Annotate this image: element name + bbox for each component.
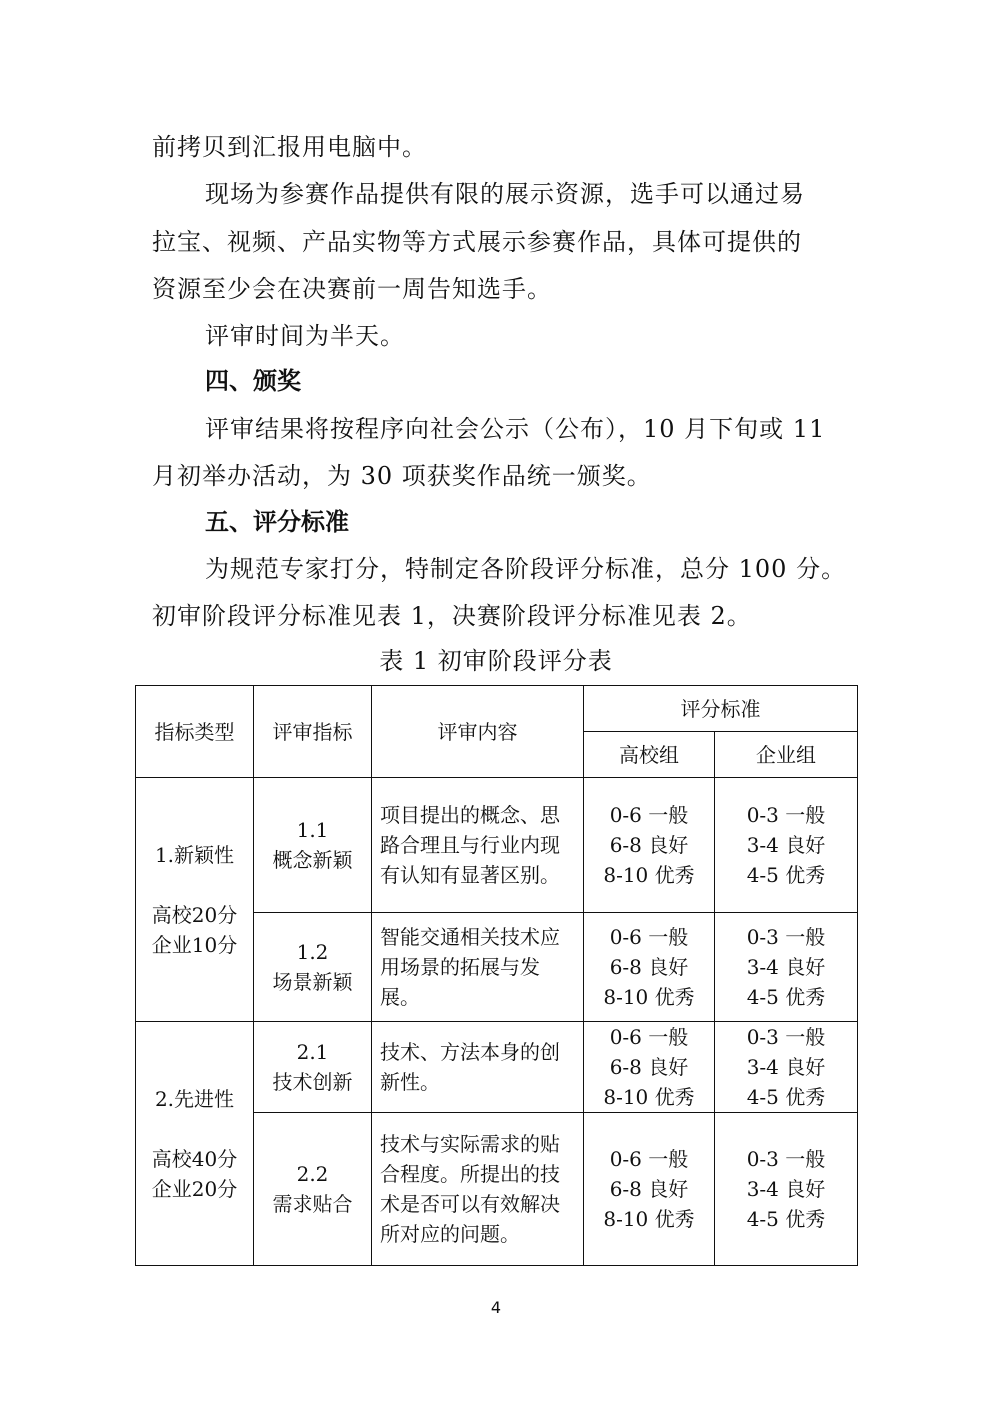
score-level: 0-6 一般	[609, 1025, 689, 1049]
type-name: 2.先进性	[154, 1086, 235, 1111]
score-level: 8-10 优秀	[603, 1085, 695, 1109]
content-cell: 项目提出的概念、思路合理且与行业内现有认知有显著区别。	[372, 778, 584, 913]
indicator-number: 1.1	[296, 818, 329, 842]
ent-score-cell	[715, 778, 858, 913]
paragraph-line: 评审结果将按程序向社会公示（公布），10 月下旬或 11	[205, 415, 826, 443]
paragraph-line: 现场为参赛作品提供有限的展示资源，选手可以通过易	[205, 180, 805, 208]
score-level: 4-5 优秀	[746, 1207, 826, 1231]
paragraph-line: 拉宝、视频、产品实物等方式展示参赛作品，具体可提供的	[152, 228, 802, 256]
score-level: 4-5 优秀	[746, 1085, 826, 1109]
type-univ-score: 高校20分	[151, 902, 238, 927]
paragraph-line: 资源至少会在决赛前一周告知选手。	[152, 275, 552, 303]
univ-score-cell	[584, 913, 715, 1022]
header-ent: 企业组	[715, 732, 858, 778]
type-cell-novelty	[136, 778, 254, 1022]
content-cell: 智能交通相关技术应用场景的拓展与发展。	[372, 913, 584, 1022]
indicator-number: 1.2	[296, 940, 329, 964]
score-level: 8-10 优秀	[603, 1207, 695, 1231]
indicator-name: 技术创新	[272, 1070, 353, 1094]
ent-score-cell	[715, 1022, 858, 1113]
ent-score-cell	[715, 913, 858, 1022]
type-univ-score: 高校40分	[151, 1146, 238, 1171]
score-level: 3-4 良好	[746, 1055, 826, 1079]
score-level: 4-5 优秀	[746, 985, 826, 1009]
score-level: 8-10 优秀	[603, 985, 695, 1009]
indicator-name: 概念新颖	[272, 848, 353, 872]
table-caption: 表 1 初审阶段评分表	[379, 647, 613, 675]
score-level: 3-4 良好	[746, 1177, 826, 1201]
paragraph-line: 初审阶段评分标准见表 1，决赛阶段评分标准见表 2。	[152, 602, 752, 630]
score-level: 0-6 一般	[609, 925, 689, 949]
score-level: 6-8 良好	[609, 955, 689, 979]
header-univ: 高校组	[584, 732, 715, 778]
univ-score-cell	[584, 1113, 715, 1266]
indicator-name: 需求贴合	[272, 1192, 353, 1216]
page-number: 4	[490, 1298, 502, 1317]
type-ent-score: 企业20分	[151, 1176, 238, 1201]
score-level: 0-6 一般	[609, 803, 689, 827]
score-level: 0-6 一般	[609, 1147, 689, 1171]
header-indicator: 评审指标	[254, 686, 372, 778]
indicator-cell	[254, 913, 372, 1022]
indicator-number: 2.2	[296, 1162, 329, 1186]
indicator-cell	[254, 1022, 372, 1113]
score-level: 3-4 良好	[746, 833, 826, 857]
table-row	[136, 778, 858, 913]
content-cell: 技术与实际需求的贴合程度。所提出的技术是否可以有效解决所对应的问题。	[372, 1113, 584, 1266]
score-level: 0-3 一般	[746, 1025, 826, 1049]
score-level: 6-8 良好	[609, 1177, 689, 1201]
ent-score-cell	[715, 1113, 858, 1266]
univ-score-cell	[584, 1022, 715, 1113]
type-cell-advancement	[136, 1022, 254, 1266]
score-level: 4-5 优秀	[746, 863, 826, 887]
paragraph-line: 前拷贝到汇报用电脑中。	[152, 133, 427, 161]
type-name: 1.新颖性	[154, 842, 235, 867]
table-row	[136, 1022, 858, 1113]
score-level: 3-4 良好	[746, 955, 826, 979]
score-level: 0-3 一般	[746, 1147, 826, 1171]
scoring-table	[135, 685, 858, 1266]
content-cell: 技术、方法本身的创新性。	[372, 1022, 584, 1113]
score-level: 8-10 优秀	[603, 863, 695, 887]
section-heading-awards: 四、颁奖	[205, 367, 301, 395]
header-standard: 评分标准	[584, 686, 858, 732]
indicator-name: 场景新颖	[272, 970, 353, 994]
indicator-number: 2.1	[296, 1040, 329, 1064]
score-level: 0-3 一般	[746, 925, 826, 949]
section-heading-scoring: 五、评分标准	[205, 508, 349, 536]
type-ent-score: 企业10分	[151, 932, 238, 957]
table-header-row	[136, 686, 858, 732]
paragraph-line: 评审时间为半天。	[205, 322, 405, 350]
score-level: 6-8 良好	[609, 833, 689, 857]
paragraph-line: 月初举办活动，为 30 项获奖作品统一颁奖。	[152, 462, 652, 490]
indicator-cell	[254, 1113, 372, 1266]
indicator-cell	[254, 778, 372, 913]
paragraph-line: 为规范专家打分，特制定各阶段评分标准，总分 100 分。	[205, 555, 847, 583]
score-level: 0-3 一般	[746, 803, 826, 827]
univ-score-cell	[584, 778, 715, 913]
score-level: 6-8 良好	[609, 1055, 689, 1079]
header-type: 指标类型	[136, 686, 254, 778]
header-content: 评审内容	[372, 686, 584, 778]
